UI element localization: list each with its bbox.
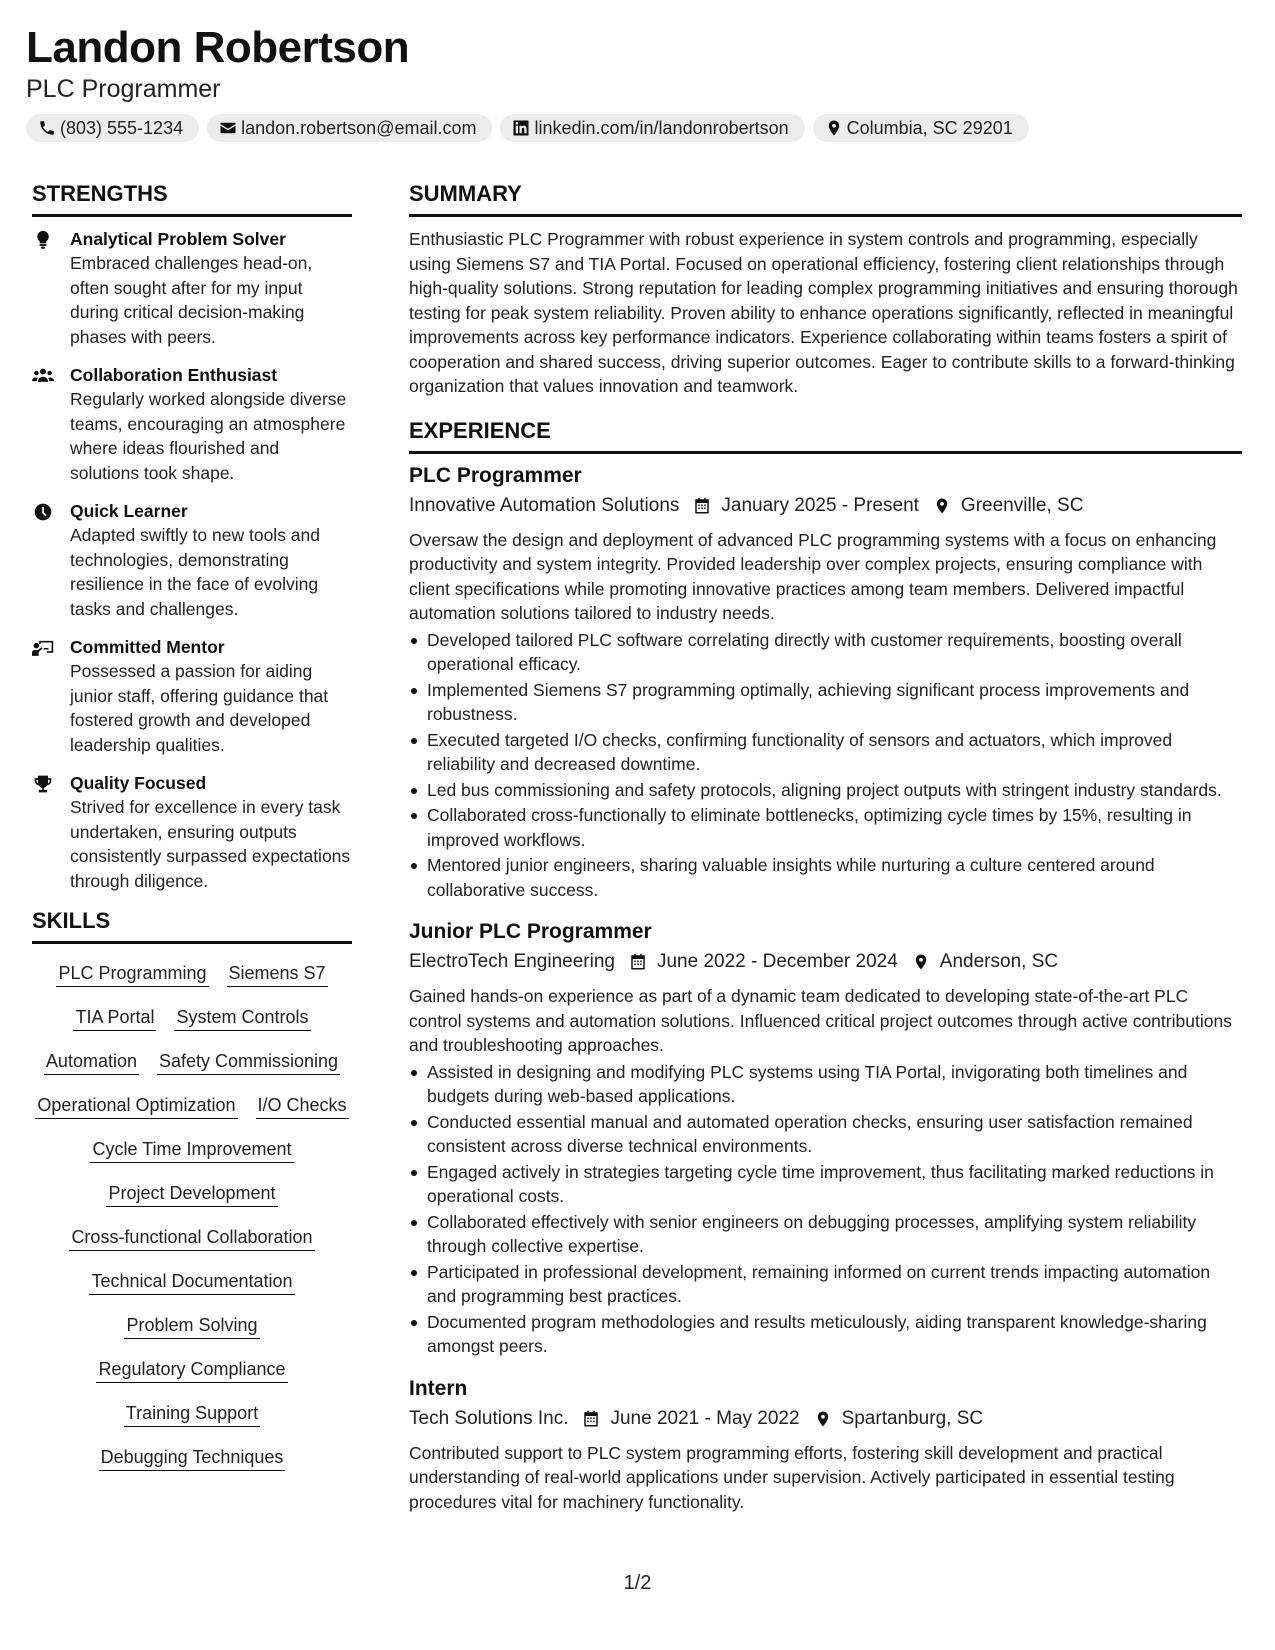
job-entry [409, 462, 1242, 903]
strength-description: Regularly worked alongside diverse teams, encouraging an atmosphere where ideas flourished and solutions took shape. [70, 389, 347, 483]
job-company: Tech Solutions Inc. [409, 1407, 569, 1429]
strength-title: Collaboration Enthusiast [70, 365, 278, 385]
job-location: Spartanburg, SC [841, 1407, 984, 1429]
strength-item [32, 771, 352, 893]
candidate-name: Landon Robertson [26, 23, 410, 72]
map-pin-icon [814, 1410, 832, 1428]
job-bullet: Led bus commissioning and safety protocols, aligning project outputs with stringent industry standards. [409, 778, 1242, 803]
strengths-heading: STRENGTHS [32, 180, 352, 217]
job-bullet: Mentored junior engineers, sharing valuable insights while nurturing a culture centered around collaborative success. [409, 853, 1242, 902]
contact-email-text: landon.robertson@email.com [241, 117, 477, 138]
skill-tag: Safety Commissioning [157, 1048, 340, 1075]
job-company: ElectroTech Engineering [409, 951, 615, 972]
strength-title: Quality Focused [70, 773, 207, 793]
strength-item [32, 499, 352, 621]
summary-text: Enthusiastic PLC Programmer with robust experience in system controls and programming, especially using Siemens S7 and TIA Portal. Focused on operational efficiency, fostering client relationships through high-quality solutions. Strong reputation for leading complex programming initiatives and ensuring thorough testing for peak system reliability. Proven ability to enhance operations significantly, reflected in meaningful improvements across key performance indicators. Experience collaborating within teams fosters a spirit of cooperation and shared success, driving superior outcomes. Eager to contribute skills to a forward-thinking organization that values innovation and teamwork. [409, 229, 1238, 396]
clock-icon [32, 502, 54, 522]
skill-tag: TIA Portal [73, 1004, 156, 1031]
job-dates: June 2021 - May 2022 [610, 1407, 800, 1429]
strength-title: Analytical Problem Solver [70, 229, 286, 249]
job-description: Oversaw the design and deployment of advanced PLC programming systems with a focus on enhancing productivity and system integrity. Provided leadership over complex projects, ensuring compliance with client specifications while promoting innovative practices among team members. Delivered impactful automation solutions tailored to industry needs. [409, 529, 1217, 623]
skill-tag: Cycle Time Improvement [90, 1136, 293, 1163]
job-title: Junior PLC Programmer [409, 920, 652, 943]
resume-header [26, 22, 1029, 142]
job-title: Intern [409, 1376, 468, 1400]
job-bullet: Assisted in designing and modifying PLC systems using TIA Portal, invigorating both timelines and budgets during web-based applications. [409, 1060, 1242, 1109]
job-location: Anderson, SC [939, 951, 1059, 972]
job-bullet: Engaged actively in strategies targeting cycle time improvement, thus facilitating marked reductions in operational costs. [409, 1160, 1242, 1209]
experience-heading: EXPERIENCE [409, 417, 1242, 454]
chalkboard-teacher-icon [32, 638, 54, 658]
job-bullet: Participated in professional development, remaining informed on current trends impacting automation and programming best practices. [409, 1260, 1242, 1309]
job-bullet: Executed targeted I/O checks, confirming functionality of sensors and actuators, which improved reliability and decreased downtime. [409, 728, 1242, 777]
strength-description: Possessed a passion for aiding junior staff, offering guidance that fostered growth and developed leadership qualities. [70, 661, 329, 755]
strength-description: Adapted swiftly to new tools and technologies, demonstrating resilience in the face of evolving tasks and challenges. [70, 525, 321, 619]
job-description: Gained hands-on experience as part of a dynamic team dedicated to developing state-of-the-art PLC control systems and automation solutions. Influenced critical project outcomes through active contributions and troubleshooting approaches. [409, 986, 1232, 1055]
envelope-icon [219, 119, 237, 137]
job-description: Contributed support to PLC system programming efforts, fostering skill development and practical understanding of real-world applications under supervision. Actively participated in essential testing procedures vital for machinery functionality. [409, 1442, 1175, 1512]
strength-description: Strived for excellence in every task undertaken, ensuring outputs consistently surpassed expectations through diligence. [70, 797, 351, 891]
skill-tag: Regulatory Compliance [96, 1356, 287, 1383]
skill-tag: Technical Documentation [89, 1268, 294, 1295]
contact-phone-text: (803) 555-1234 [60, 117, 184, 138]
strength-item [32, 227, 352, 349]
job-dates: June 2022 - December 2024 [656, 951, 898, 972]
linkedin-icon [512, 119, 530, 137]
skill-tag: Debugging Techniques [99, 1444, 286, 1471]
job-bullet: Conducted essential manual and automated operation checks, ensuring user satisfaction remained consistent across diverse technical environments. [409, 1110, 1242, 1159]
strength-title: Quick Learner [70, 501, 188, 521]
calendar-icon [629, 953, 647, 971]
left-column [32, 180, 352, 1482]
lightbulb-icon [32, 230, 54, 250]
job-company: Innovative Automation Solutions [409, 494, 680, 516]
job-entry [409, 1375, 1242, 1515]
right-column [409, 180, 1242, 1514]
contact-phone[interactable] [26, 114, 199, 142]
job-bullets [409, 628, 1242, 903]
job-bullets [409, 1060, 1242, 1359]
map-pin-icon [912, 953, 930, 971]
strength-description: Embraced challenges head-on, often sought after for my input during critical decision-making phases with peers. [70, 253, 313, 347]
calendar-icon [693, 497, 711, 515]
page-number: 1/2 [623, 1572, 652, 1594]
strength-title: Committed Mentor [70, 637, 225, 657]
job-dates: January 2025 - Present [721, 494, 919, 516]
skill-tag: Siemens S7 [227, 960, 328, 987]
job-entry [409, 918, 1242, 1359]
candidate-title: PLC Programmer [26, 75, 221, 103]
calendar-icon [582, 1410, 600, 1428]
skill-tag: Training Support [124, 1400, 260, 1427]
strength-item [32, 635, 352, 757]
users-icon [32, 366, 54, 386]
strength-item [32, 363, 352, 485]
skill-tag: Cross-functional Collaboration [69, 1224, 314, 1251]
skill-tag: I/O Checks [256, 1092, 349, 1119]
skills-list [32, 954, 352, 1482]
contact-bar [26, 114, 1029, 142]
job-bullet: Developed tailored PLC software correlating directly with customer requirements, boosting overall operational efficacy. [409, 628, 1242, 677]
skill-tag: Automation [44, 1048, 139, 1075]
job-bullet: Collaborated cross-functionally to eliminate bottlenecks, optimizing cycle times by 15%, resulting in improved workflows. [409, 803, 1242, 852]
skill-tag: Project Development [106, 1180, 277, 1207]
summary-heading: SUMMARY [409, 180, 1242, 217]
skill-tag: System Controls [174, 1004, 310, 1031]
job-bullet: Collaborated effectively with senior engineers on debugging processes, amplifying system reliability through collective expertise. [409, 1210, 1242, 1259]
job-title: PLC Programmer [409, 463, 582, 487]
skill-tag: Problem Solving [124, 1312, 259, 1339]
job-meta [409, 492, 1242, 520]
skill-tag: Operational Optimization [35, 1092, 237, 1119]
phone-icon [38, 119, 56, 137]
contact-location-text: Columbia, SC 29201 [846, 117, 1013, 138]
job-bullet: Documented program methodologies and results meticulously, aiding transparent knowledge-sharing amongst peers. [409, 1310, 1242, 1359]
contact-email[interactable] [207, 114, 492, 142]
trophy-icon [32, 774, 54, 794]
job-bullet: Implemented Siemens S7 programming optimally, achieving significant process improvements and robustness. [409, 678, 1242, 727]
job-meta [409, 1405, 1242, 1433]
job-meta [409, 948, 1242, 976]
job-location: Greenville, SC [960, 494, 1084, 516]
skills-heading: SKILLS [32, 907, 352, 944]
contact-location[interactable] [813, 114, 1029, 142]
map-pin-icon [825, 119, 843, 137]
contact-linkedin-text: linkedin.com/in/landonrobertson [534, 117, 789, 138]
skill-tag: PLC Programming [56, 960, 208, 987]
map-pin-icon [933, 497, 951, 515]
strengths-list [32, 227, 352, 893]
contact-linkedin[interactable] [500, 114, 804, 142]
